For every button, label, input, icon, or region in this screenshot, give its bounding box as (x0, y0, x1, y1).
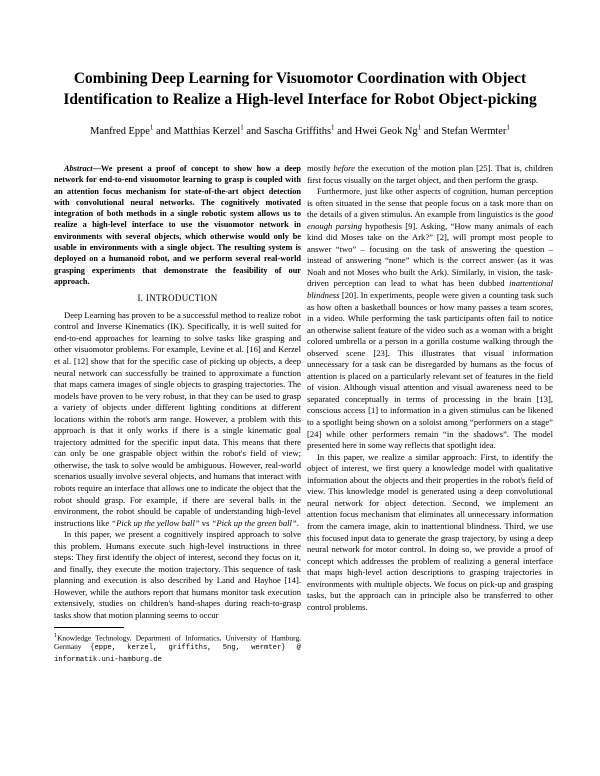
paragraph: In this paper, we present a cognitively inspired approach to solve this problem. Humans execute such high-level instructions in three steps: They first identify the object of interest, second they focus on it, and finally, they execute the motion trajectory. This sequence of task planning and execution is also described by Land and Hayhoe [14]. However, while the authors report that humans monitor task execution extensively, studies on children's hand-shapes during reach-to-grasp tasks show that motion planning seems to occur (54, 529, 301, 621)
left-column (54, 163, 301, 665)
title-line-2: Identification to Realize a High-level Interface for Robot Object-picking (63, 91, 537, 108)
section-heading: I. INTRODUCTION (137, 293, 218, 304)
footnote: $^1$Knowledge Technology, Department of Informatics, University of Hamburg, Germany {eppe, kerzel, griffiths, 5ng, wermter} @ informatik.uni-hamburg.de (54, 632, 301, 664)
paragraph: In this paper, we realize a similar approach: First, to identify the object of interest, we first query a knowledge model with qualitative information about the objects and their properties in the robot's field of view. This knowledge model is generated using a deep convolutional neural network for object detection. Second, we implement an attention focus mechanism that eliminates all unnecessary information from the camera image, akin to inattentional blindness. Third, we use this focused input data to generate the grasp trajectory, by using a deep neural network for motor control. In doing so, we provide a proof of concept which addresses the problem of realizing a general interface that maps high-level action descriptions to grasping trajectories in environments with multiple objects. We focus on pick-up and grasping tasks, but the approach can in principle also be transferred to other control problems. (307, 451, 553, 612)
abstract (54, 163, 301, 287)
author: Manfred Eppe$^1$ and (90, 124, 174, 138)
abstract-label: Abstract (64, 164, 93, 173)
author: Matthias Kerzel$^1$ and (173, 124, 264, 138)
footnote-rule (54, 627, 124, 628)
paragraph: Furthermore, just like other aspects of cognition, human perception is often situated in the sense that people focus on a task more than on the details of a given stimulus. An example from linguistics is the good enough parsing hypothesis [9]. Asking, “How many animals of each kind did Moses take on the Ark?” [2], will prompt most people to answer “two” – focusing on the task of answering the question – instead of answering “none” which is the correct answer (as it was Noah and not Moses who built the Ark). Similarly, in vision, the task-driven perception can lead to what has been dubbed inattentional blindness [20]. In experiments, people were given a counting task such as how often a basketball bounces or how many passes a team scores, in a video. While performing the task participants often fail to notice an otherwise salient feature of the video such as a woman with a bright colored umbrella or a person in a gorilla costume walking through the observed scene [23]. This illustrates that visual information unnecessary for a task can be disregarded by humans as the focus of attention is placed on a particularly relevant set of features in the field of vision. Although visual attention and visual awareness need to be separated conceptually in terms of processing in the brain [13], conscious access [1] to information in a given stimulus can be likened to a spotlight being shown on a soloist among “performers on a stage” [24] while other performers remain “in the shadows”. The model presented here in some way reflects that spotlight idea. (307, 186, 553, 451)
author: Sascha Griffiths$^1$ and (263, 124, 355, 138)
author: Hwei Geok Ng$^1$ and (354, 124, 442, 138)
paper-title (40, 68, 560, 110)
author: Stefan Wermter$^1$ (441, 124, 510, 138)
footnote-emails: {eppe, kerzel, griffiths, 5ng, wermter} @ informatik.uni-hamburg.de (54, 644, 301, 664)
paragraph: Deep Learning has proven to be a successful method to realize robot control and Inverse Kinematics (IK). Specifically, it is well suited for end-to-end approaches for learning to solve tasks like grasping and other visuomotor problems. For example, Levine et al. [16] and Kerzel et al. [12] show that for the specific case of picking up objects, a deep neural network can successfully be trained to approximate a function that maps camera images of single objects to grasping trajectories. The models have proven to be very robust, in that they can be used to grasp a variety of objects under different lighting conditions at different locations within the robot's arm range. However, a problem with this approach is that it only works if there is a single kinematic goal trajectory admitted for the specific input data. This means that there can only be one graspable object within the robot's field of view; otherwise, the task to solve would be ambiguous. However, real-world scenarios usually involve several objects, and humans that interact with robots require an interface that allows one to indicate the object that the robot should grasp. For example, if there are several balls in the environment, the robot should be capable of understanding high-level instructions like “Pick up the yellow ball” vs “Pick up the green ball”. (54, 309, 301, 528)
right-column (307, 163, 553, 613)
title-line-1: Combining Deep Learning for Visuomotor Coordination with Object (73, 70, 527, 87)
abstract-text: —We present a proof of concept to show how a deep network for end-to-end visuomotor learning to grasp is coupled with an attention focus mechanism for state-of-the-art object detection with convolutional neural networks. The cognitively motivated integration of both methods in a single robotic system allows us to realize a high-level interface to use the visuomotor network in environments with several objects, which otherwise would only be usable in environments with a single object. The resulting system is deployed on a humanoid robot, and we perform several real-world grasping experiments that demonstrate the feasibility of our approach. (54, 164, 301, 286)
author-list (40, 124, 560, 137)
paragraph: mostly before the execution of the motion plan [25]. That is, children first focus visually on the target object, and then perform the grasp. (307, 163, 553, 185)
